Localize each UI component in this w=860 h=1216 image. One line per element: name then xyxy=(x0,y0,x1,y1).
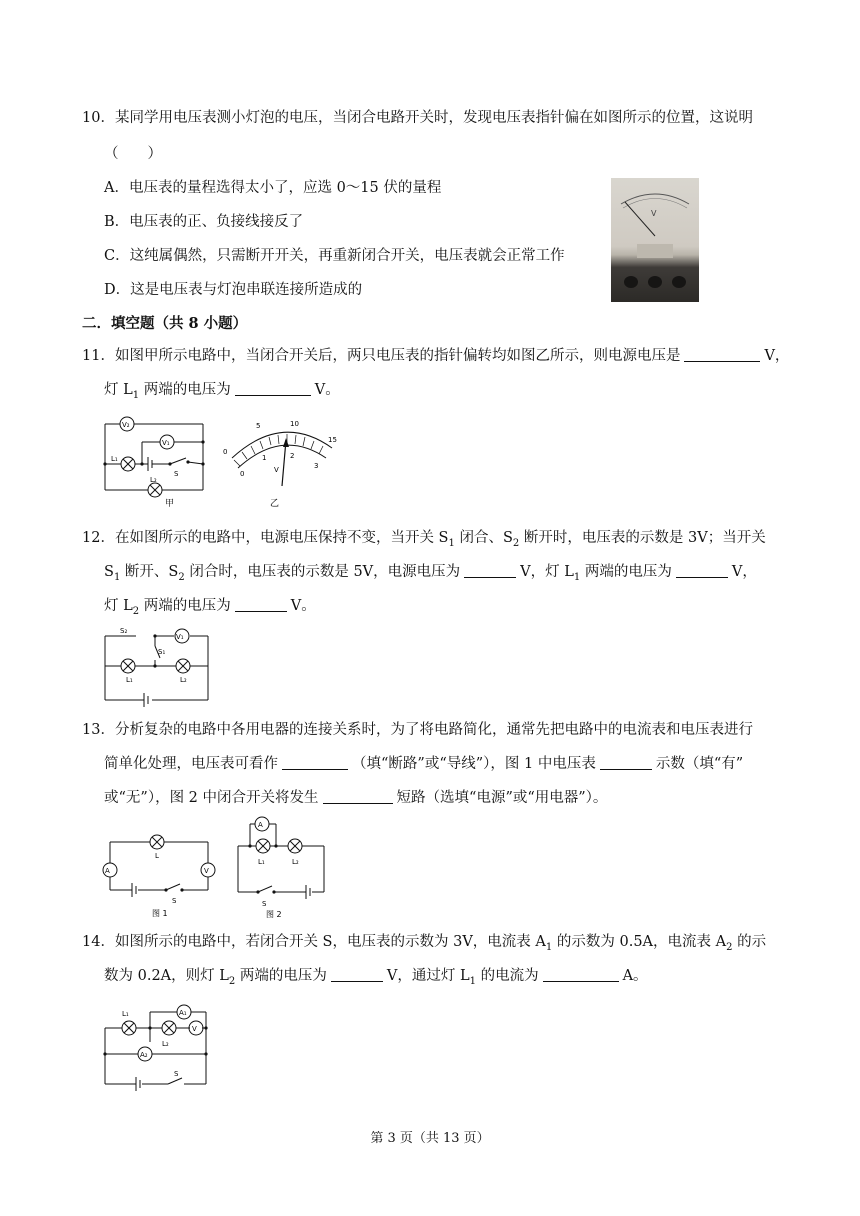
q12-t1: 12．在如图所示的电路中，电源电压保持不变，当开关 S xyxy=(82,530,449,546)
q14-sub-a1: 1 xyxy=(545,941,553,953)
q11-l1-label: L₁ xyxy=(111,455,118,463)
q14-t7: 的电流为 xyxy=(475,968,539,984)
q13-fig2-caption: 图 2 xyxy=(266,910,282,918)
q13-f2-a-label: A xyxy=(258,821,263,829)
q10-option-b: B．电压表的正、负接线接反了 xyxy=(104,214,304,230)
q11-fig-yi: 乙 xyxy=(270,499,280,509)
meter-bottom-3: 3 xyxy=(314,462,319,470)
q14-t1: 14．如图所示的电路中，若闭合开关 S，电压表的示数为 3V，电流表 A xyxy=(82,934,546,950)
q10-option-c: C．这纯属偶然，只需断开开关，再重新闭合开关，电压表就会正常工作 xyxy=(104,248,565,264)
q12-sub-l2: 2 xyxy=(132,605,140,617)
q14-line1 xyxy=(82,932,766,958)
q12-l1-label: L₁ xyxy=(126,676,133,684)
q13-t5: 短路（选填“电源”或“用电器”）。 xyxy=(396,790,608,806)
voltmeter-photo xyxy=(611,178,699,302)
q14-a1-label: A₁ xyxy=(179,1009,187,1017)
q12-t3: 断开时，电压表的示数是 3V；当开关 xyxy=(519,530,766,546)
q13-figure-2 xyxy=(232,814,336,918)
q14-v-label: V xyxy=(192,1025,197,1033)
q11-blank-1[interactable] xyxy=(684,347,760,362)
q13-line3 xyxy=(104,788,607,808)
q12-sub-s1: 1 xyxy=(448,537,455,549)
q14-line2 xyxy=(104,966,648,992)
q11-v2-label: V₂ xyxy=(122,421,130,429)
q14-s-label: S xyxy=(174,1070,179,1078)
q12-t8: 两端的电压为 xyxy=(580,564,672,580)
q12-sub-s1b: 1 xyxy=(113,571,121,583)
q13-f2-l1-label: L₁ xyxy=(258,858,265,866)
q12-t7: V，灯 L xyxy=(520,564,574,580)
q14-l2-label: L₂ xyxy=(162,1040,169,1048)
q13-blank-1[interactable] xyxy=(282,755,348,770)
q14-t4: 数为 0.2A，则灯 L xyxy=(104,968,229,984)
q13-f1-l-label: L xyxy=(155,852,159,860)
q11-fig-jia: 甲 xyxy=(165,499,175,509)
q12-l2-label: L₂ xyxy=(180,676,187,684)
page-footer: 第 3 页（共 13 页） xyxy=(370,1131,490,1146)
svg-text:V: V xyxy=(651,209,657,218)
q10-stem: 10．某同学用电压表测小灯泡的电压，当闭合电路开关时，发现电压表指针偏在如图所示的位置，这说明 xyxy=(82,110,753,126)
q13-f1-s-label: S xyxy=(172,897,177,905)
q14-t8: A。 xyxy=(622,968,648,984)
q13-line2 xyxy=(104,754,743,774)
q11-text-c: 两端的电压为 xyxy=(139,382,231,398)
q10-option-d: D．这是电压表与灯泡串联连接所造成的 xyxy=(104,282,363,298)
meter-top-15: 15 xyxy=(328,436,337,444)
meter-top-5: 5 xyxy=(256,422,261,430)
q11-text-a: 11．如图甲所示电路中，当闭合开关后，两只电压表的指针偏转均如图乙所示，则电源电压是 xyxy=(82,348,681,364)
q12-line3 xyxy=(104,596,316,622)
q12-blank-2[interactable] xyxy=(676,563,728,578)
q11-sub: 1 xyxy=(132,389,140,401)
q13-line1: 13．分析复杂的电路中各用电器的连接关系时，为了将电路简化，通常先把电路中的电流表和电压表进行 xyxy=(82,722,753,738)
q10-answer-paren: （ ） xyxy=(104,146,162,162)
q11-line2 xyxy=(104,380,340,406)
q11-meter-dial xyxy=(218,414,348,510)
meter-top-10: 10 xyxy=(290,420,299,428)
q14-blank-2[interactable] xyxy=(543,967,619,982)
q12-s1-label: S₁ xyxy=(158,648,166,656)
q12-v-label: V₁ xyxy=(176,633,184,641)
q12-t12: V。 xyxy=(290,598,316,614)
q14-sub-l2: 2 xyxy=(228,975,236,987)
q13-t2: （填“断路”或“导线”），图 1 中电压表 xyxy=(352,756,596,772)
q13-t1: 简单化处理，电压表可看作 xyxy=(104,756,278,772)
q11-l2-label: L₂ xyxy=(150,476,157,484)
q14-t5: 两端的电压为 xyxy=(235,968,327,984)
q11-s-label: S xyxy=(174,470,179,478)
q12-t10: 灯 L xyxy=(104,598,133,614)
q14-l1-label: L₁ xyxy=(122,1010,129,1018)
q14-a2-label: A₂ xyxy=(140,1051,148,1059)
q13-f2-l2-label: L₂ xyxy=(292,858,299,866)
q11-unit-2: V。 xyxy=(314,382,340,398)
q11-line1 xyxy=(82,346,789,366)
meter-bottom-1: 1 xyxy=(262,454,267,462)
q12-blank-3[interactable] xyxy=(235,597,287,612)
q12-line2 xyxy=(104,562,757,588)
q11-v1-label: V₁ xyxy=(162,439,170,447)
q12-t9: V， xyxy=(731,564,757,580)
meter-bottom-0: 0 xyxy=(240,470,245,478)
q12-sub-s2: 2 xyxy=(512,537,520,549)
q12-t2: 闭合、S xyxy=(454,530,513,546)
meter-v-label: V xyxy=(274,466,279,474)
q13-f1-a-label: A xyxy=(105,867,110,875)
meter-top-0: 0 xyxy=(223,448,228,456)
q14-blank-1[interactable] xyxy=(331,967,383,982)
q12-circuit-diagram xyxy=(100,624,212,708)
q12-sub-l1: 1 xyxy=(573,571,581,583)
q13-t4: 或“无”），图 2 中闭合开关将发生 xyxy=(104,790,319,806)
q11-circuit-diagram xyxy=(100,414,210,510)
q12-t11: 两端的电压为 xyxy=(139,598,231,614)
q14-t2: 的示数为 0.5A，电流表 A xyxy=(552,934,727,950)
q12-t5: 断开、S xyxy=(120,564,179,580)
q14-circuit-diagram xyxy=(100,1002,212,1092)
q10-option-a: A．电压表的量程选得太小了，应选 0～15 伏的量程 xyxy=(104,180,442,196)
q12-line1 xyxy=(82,528,766,554)
q14-t3: 的示 xyxy=(732,934,767,950)
q13-figure-1 xyxy=(100,830,224,918)
q12-s2-label: S₂ xyxy=(120,627,128,635)
q11-unit-1: V， xyxy=(764,348,790,364)
q11-text-b: 灯 L xyxy=(104,382,133,398)
q13-t3: 示数（填“有” xyxy=(655,756,744,772)
meter-bottom-2: 2 xyxy=(290,452,295,460)
q11-blank-2[interactable] xyxy=(235,381,311,396)
section-fill-in-heading: 二．填空题（共 8 小题） xyxy=(82,315,248,332)
q13-blank-3[interactable] xyxy=(323,789,393,804)
q12-sub-s2b: 2 xyxy=(178,571,185,583)
q12-blank-1[interactable] xyxy=(464,563,516,578)
q13-f2-s-label: S xyxy=(262,900,267,908)
q14-sub-l1: 1 xyxy=(469,975,476,987)
q13-blank-2[interactable] xyxy=(600,755,652,770)
q14-sub-a2: 2 xyxy=(726,941,733,953)
q14-t6: V，通过灯 L xyxy=(386,968,470,984)
q12-t6: 闭合时，电压表的示数是 5V，电源电压为 xyxy=(184,564,461,580)
q12-t4: S xyxy=(104,564,114,580)
q13-fig1-caption: 图 1 xyxy=(152,909,168,918)
q13-f1-v-label: V xyxy=(204,867,209,875)
